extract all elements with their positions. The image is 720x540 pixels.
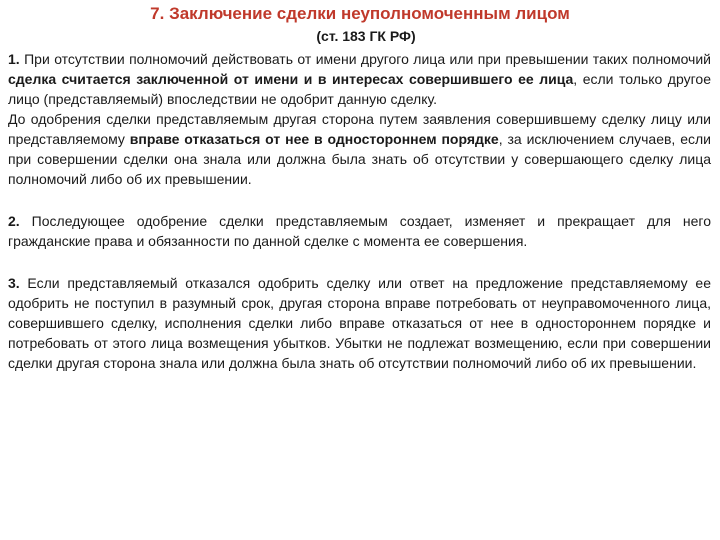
paragraph-gap bbox=[8, 189, 711, 211]
paragraph-2-number: 2. bbox=[8, 213, 20, 229]
paragraph-1-emphasis: сделка считается заключенной от имени и в интересах совершившего ее лица bbox=[8, 71, 574, 87]
paragraph-1-number: 1. bbox=[8, 51, 20, 67]
paragraph-3-number: 3. bbox=[8, 275, 20, 291]
paragraph-1b bbox=[8, 109, 711, 189]
paragraph-2-text: Последующее одобрение сделки представляемым создает, изменяет и прекращает для него гражданские права и обязанности по данной сделке с момента ее совершения. bbox=[8, 213, 711, 249]
paragraph-1-text-b: , если только другое лицо (представляемый) впоследствии не одобрит данную сделку. bbox=[8, 71, 711, 107]
paragraph-1-text-a: При отсутствии полномочий действовать от имени другого лица или при превышении таких полномочий bbox=[19, 51, 711, 67]
paragraph-3-text: Если представляемый отказался одобрить сделку или ответ на предложение представляемому ее одобрить не поступил в разумный срок, другая сторона вправе потребовать от неуправомоченного лица, совершившего сделку, исполнения сделки либо вправе отказаться от нее в одностороннем порядке и потребовать от этого лица возмещения убытков. Убытки не подлежат возмещению, если при совершении сделки другая сторона знала или должна была знать об отсутствии полномочий либо об их превышении. bbox=[8, 275, 711, 371]
paragraph-3 bbox=[8, 273, 711, 373]
paragraph-1b-emphasis: вправе отказаться от нее в одностороннем порядке bbox=[129, 131, 499, 147]
slide-title: 7. Заключение сделки неуполномоченным лицом bbox=[150, 4, 570, 23]
paragraph-2 bbox=[8, 211, 711, 251]
slide-body bbox=[8, 49, 711, 373]
slide-subtitle: (ст. 183 ГК РФ) bbox=[316, 28, 416, 44]
paragraph-1 bbox=[8, 49, 711, 109]
paragraph-1b-text-a: До одобрения сделки представляемым другая сторона путем заявления совершившему сделку лицу или представляемому bbox=[8, 111, 711, 147]
paragraph-1b-text-b: , за исключением случаев, если при совершении сделки она знала или должна была знать об отсутствии у совершающего сделку лица полномочий либо об их превышении. bbox=[8, 131, 711, 187]
paragraph-gap bbox=[8, 251, 711, 273]
